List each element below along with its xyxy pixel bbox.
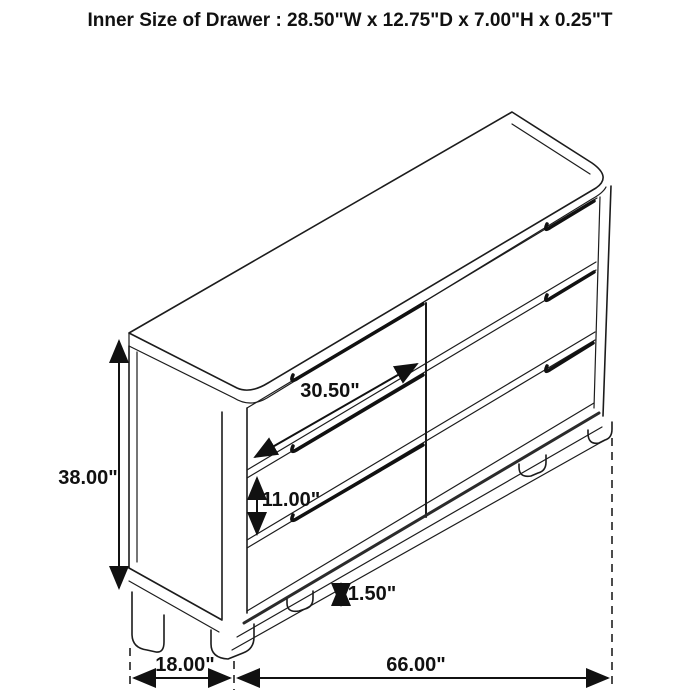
dimension-labels [58, 380, 446, 676]
depth-dimension-label: 18.00" [155, 654, 215, 676]
base-height-dimension-label: 1.50" [347, 583, 397, 605]
drawer-pull-top-right [546, 201, 594, 229]
dresser-right-edge [594, 186, 611, 416]
drawer-width-dimension-label: 30.50" [300, 380, 360, 402]
dimension-arrows [119, 341, 608, 678]
drawer-pull-top-left [292, 304, 423, 380]
foot-back-left [132, 592, 164, 652]
width-dimension-label: 66.00" [386, 654, 446, 676]
height-dimension-label: 38.00" [58, 467, 118, 489]
drawer-height-dimension-label: 11.00" [261, 489, 321, 511]
drawer-width-dimension-arrow [255, 364, 417, 457]
dresser-top-surface [129, 112, 606, 403]
drawer-front-face [247, 198, 597, 611]
drawer-pull-mid-right [546, 272, 594, 300]
page-title: Inner Size of Drawer : 28.50"W x 12.75"D x 7.00"H x 0.25"T [87, 10, 613, 31]
dresser-left-side-panel [129, 346, 247, 632]
